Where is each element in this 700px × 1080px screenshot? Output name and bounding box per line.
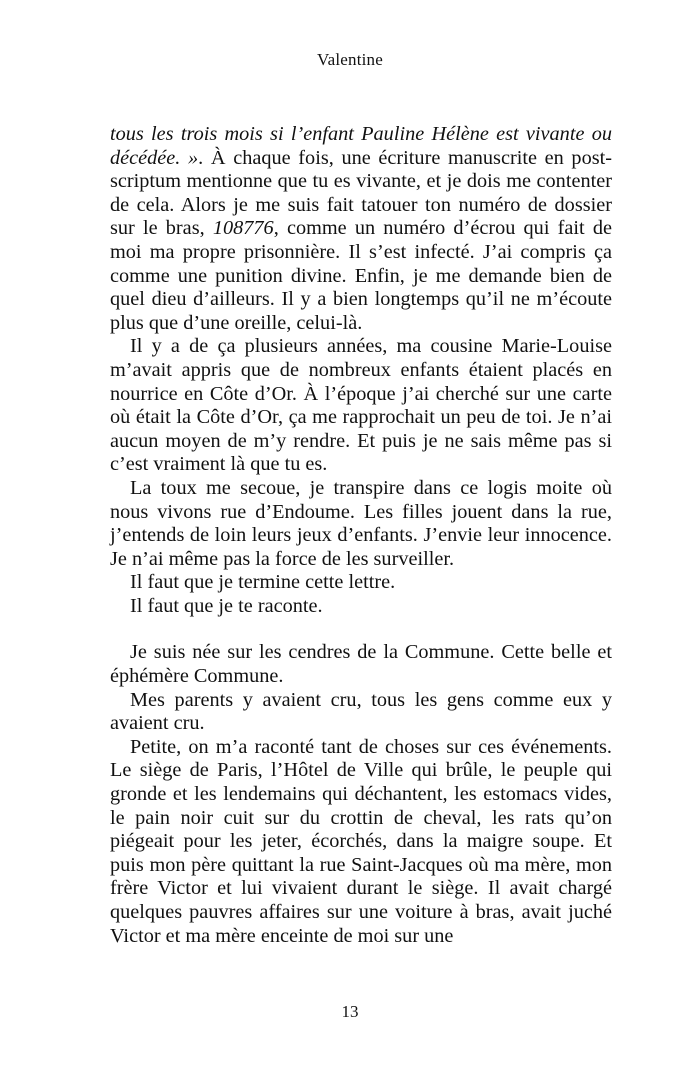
paragraph: Je suis née sur les cendres de la Commune. Cette belle et éphémère Commune.: [110, 641, 612, 688]
italic-quote: tous les trois mois si l’enfant Pauline Hélène est vivante ou décédée. »: [110, 123, 612, 169]
paragraph: Il faut que je termine cette lettre.: [130, 571, 396, 594]
paragraph-text: . À chaque fois, une écriture manuscrite en post-scriptum mentionne que tu es vivante, et je dois me contenter de cela. Alors je me suis fait tatouer ton numéro de dossier sur le bras,: [110, 146, 612, 240]
paragraph: Il faut que je te raconte.: [130, 594, 323, 617]
dossier-number: 108776: [212, 217, 274, 240]
page-number: 13: [341, 1002, 359, 1021]
body-text: [110, 123, 612, 948]
running-title: Valentine: [317, 50, 383, 69]
paragraph: Mes parents y avaient cru, tous les gens comme eux y avaient cru.: [110, 688, 612, 735]
paragraph-letter-continuation: [110, 123, 612, 335]
paragraph: La toux me secoue, je transpire dans ce logis moite où nous vivons rue d’Endoume. Les filles jouent dans la rue, j’entends de loin leurs jeux d’enfants. J’envie leur innocence. Je n’ai même pas la force de les surveiller.: [110, 476, 612, 570]
paragraph-text: , comme un numéro d’écrou qui fait de moi ma propre prisonnière. Il s’est infecté. J’ai compris ça comme une punition divine. Enfin, je me demande bien de quel dieu d’ailleurs. Il y a bien longtemps qu’il ne m’écoute plus que d’une oreille, celui-là.: [110, 217, 612, 334]
paragraph: Petite, on m’a raconté tant de choses sur ces événements. Le siège de Paris, l’Hôtel de Ville qui brûle, le peuple qui gronde et les lendemains qui déchantent, les estomacs vides, le pain noir cuit sur du crottin de cheval, les rats qu’on piégeait pour les jeter, écorchés, dans la maigre soupe. Et puis mon père quittant la rue Saint-Jacques où ma mère, mon frère Victor et lui vivaient durant le siège. Il avait chargé quelques pauvres affaires sur une voiture à bras, avait juché Victor et ma mère enceinte de moi sur une: [110, 735, 612, 947]
paragraph: Il y a de ça plusieurs années, ma cousine Marie-Louise m’avait appris que de nombreux enfants étaient placés en nourrice en Côte d’Or. À l’époque j’ai cherché sur une carte où était la Côte d’Or, ça me rapprochait un peu de toi. Je n’ai aucun moyen de m’y rendre. Et puis je ne sais même pas si c’est vraiment là que tu es.: [110, 335, 612, 476]
